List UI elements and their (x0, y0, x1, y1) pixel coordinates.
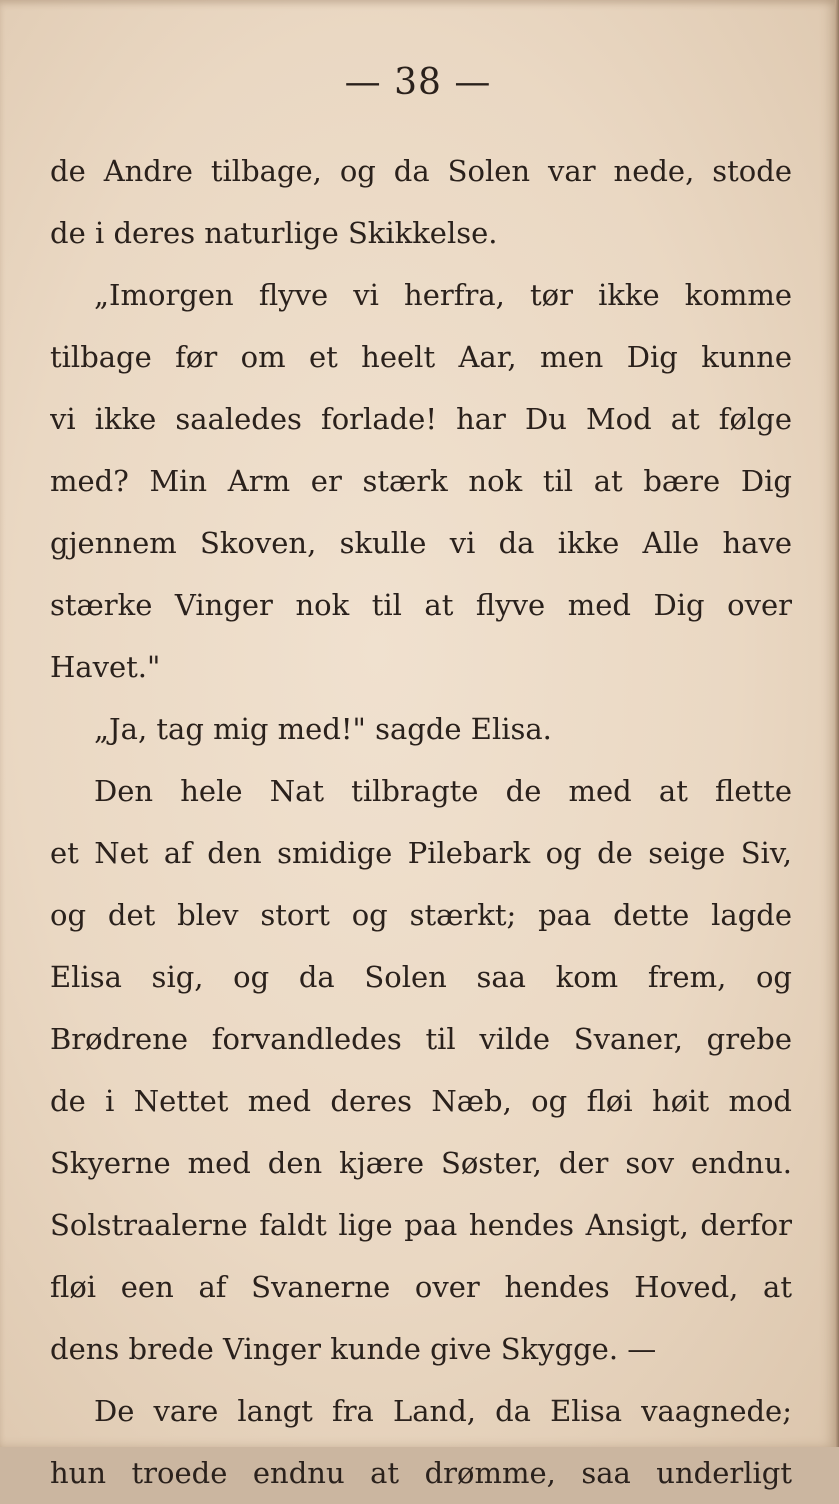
text-line: gjennem Skoven, skulle vi da ikke Alle have (50, 526, 792, 560)
text-line: Den hele Nat tilbragte de med at flette (94, 774, 792, 808)
text-line: de i Nettet med deres Næb, og fløi høit mod (50, 1084, 792, 1118)
text-line: Havet." (50, 650, 161, 684)
text-line: hun troede endnu at drømme, saa underligt (50, 1456, 792, 1490)
text-line: Skyerne med den kjære Søster, der sov endnu. (50, 1146, 792, 1180)
text-line: tilbage før om et heelt Aar, men Dig kunne (50, 340, 792, 374)
text-line: de Andre tilbage, og da Solen var nede, stode (50, 154, 792, 188)
text-line: stærke Vinger nok til at flyve med Dig over (50, 588, 792, 622)
text-line: fløi een af Svanerne over hendes Hoved, at (50, 1270, 792, 1304)
text-line: dens brede Vinger kunde give Skygge. — (50, 1332, 657, 1366)
page-number: — 38 — (344, 62, 492, 103)
text-line: Solstraalerne faldt lige paa hendes Ansigt, derfor (50, 1208, 792, 1242)
text-line: med? Min Arm er stærk nok til at bære Dig (50, 464, 792, 498)
text-line: vi ikke saaledes forlade! har Du Mod at følge (50, 402, 792, 436)
text-line: et Net af den smidige Pilebark og de seige Siv, (50, 836, 792, 870)
text-line: „Ja, tag mig med!" sagde Elisa. (94, 712, 552, 746)
text-line: Brødrene forvandledes til vilde Svaner, grebe (50, 1022, 792, 1056)
body-text (50, 140, 792, 1504)
text-line: Elisa sig, og da Solen saa kom frem, og (50, 960, 792, 994)
page-edge (835, 0, 839, 1447)
text-line: „Imorgen flyve vi herfra, tør ikke komme (94, 278, 792, 312)
text-line: De vare langt fra Land, da Elisa vaagnede; (94, 1394, 792, 1428)
text-line: de i deres naturlige Skikkelse. (50, 216, 498, 250)
text-line: og det blev stort og stærkt; paa dette lagde (50, 898, 792, 932)
